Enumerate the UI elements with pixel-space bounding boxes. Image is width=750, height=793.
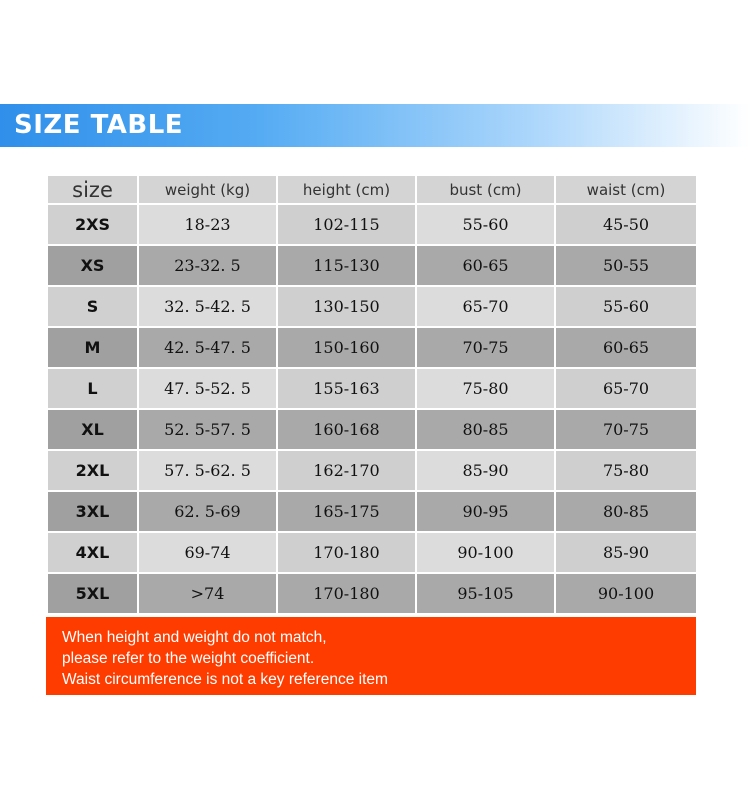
table-row (48, 492, 696, 531)
height-cell: 165-175 (278, 492, 415, 531)
size-cell: S (48, 287, 137, 326)
table-row (48, 574, 696, 613)
table-row (48, 246, 696, 285)
waist-cell: 60-65 (556, 328, 696, 367)
size-table-banner (0, 104, 750, 147)
weight-cell: >74 (139, 574, 276, 613)
waist-cell: 70-75 (556, 410, 696, 449)
header-height: height (cm) (278, 176, 415, 203)
size-cell: L (48, 369, 137, 408)
table-row (48, 328, 696, 367)
table-row (48, 369, 696, 408)
size-cell: XS (48, 246, 137, 285)
waist-cell: 75-80 (556, 451, 696, 490)
table-row (48, 287, 696, 326)
bust-cell: 55-60 (417, 205, 554, 244)
table-row (48, 205, 696, 244)
waist-cell: 65-70 (556, 369, 696, 408)
waist-cell: 50-55 (556, 246, 696, 285)
size-table (46, 174, 698, 615)
bust-cell: 75-80 (417, 369, 554, 408)
bust-cell: 65-70 (417, 287, 554, 326)
height-cell: 155-163 (278, 369, 415, 408)
height-cell: 162-170 (278, 451, 415, 490)
weight-cell: 69-74 (139, 533, 276, 572)
waist-cell: 55-60 (556, 287, 696, 326)
waist-cell: 90-100 (556, 574, 696, 613)
note-line: please refer to the weight coefficient. (62, 650, 315, 667)
height-cell: 170-180 (278, 533, 415, 572)
size-note (46, 617, 696, 695)
header-row (48, 176, 696, 203)
header-weight: weight (kg) (139, 176, 276, 203)
bust-cell: 95-105 (417, 574, 554, 613)
bust-cell: 80-85 (417, 410, 554, 449)
waist-cell: 45-50 (556, 205, 696, 244)
table-row (48, 451, 696, 490)
size-cell: 5XL (48, 574, 137, 613)
weight-cell: 42. 5-47. 5 (139, 328, 276, 367)
note-line: Waist circumference is not a key reference item (62, 671, 388, 688)
size-cell: 3XL (48, 492, 137, 531)
bust-cell: 90-95 (417, 492, 554, 531)
height-cell: 115-130 (278, 246, 415, 285)
bust-cell: 90-100 (417, 533, 554, 572)
waist-cell: 85-90 (556, 533, 696, 572)
size-cell: 4XL (48, 533, 137, 572)
height-cell: 160-168 (278, 410, 415, 449)
header-size: size (48, 176, 137, 203)
size-cell: XL (48, 410, 137, 449)
table-row (48, 410, 696, 449)
weight-cell: 62. 5-69 (139, 492, 276, 531)
size-cell: M (48, 328, 137, 367)
note-line: When height and weight do not match, (62, 629, 327, 646)
height-cell: 130-150 (278, 287, 415, 326)
bust-cell: 70-75 (417, 328, 554, 367)
weight-cell: 47. 5-52. 5 (139, 369, 276, 408)
height-cell: 102-115 (278, 205, 415, 244)
weight-cell: 57. 5-62. 5 (139, 451, 276, 490)
weight-cell: 52. 5-57. 5 (139, 410, 276, 449)
banner-title: SIZE TABLE (14, 110, 184, 140)
header-bust: bust (cm) (417, 176, 554, 203)
size-cell: 2XS (48, 205, 137, 244)
size-cell: 2XL (48, 451, 137, 490)
waist-cell: 80-85 (556, 492, 696, 531)
height-cell: 150-160 (278, 328, 415, 367)
bust-cell: 85-90 (417, 451, 554, 490)
bust-cell: 60-65 (417, 246, 554, 285)
weight-cell: 32. 5-42. 5 (139, 287, 276, 326)
weight-cell: 23-32. 5 (139, 246, 276, 285)
height-cell: 170-180 (278, 574, 415, 613)
weight-cell: 18-23 (139, 205, 276, 244)
header-waist: waist (cm) (556, 176, 696, 203)
table-row (48, 533, 696, 572)
